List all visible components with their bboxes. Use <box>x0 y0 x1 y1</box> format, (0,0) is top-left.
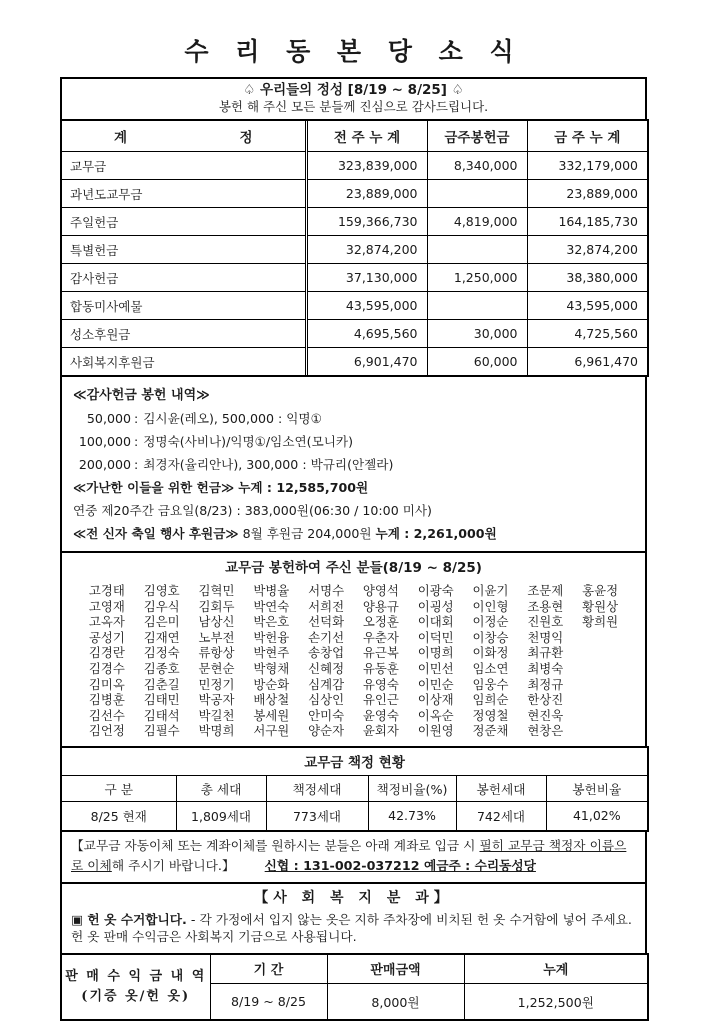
friday-mass-line: 연중 제20주간 금요일(8/23) : 383,000원(06:30 / 10:00 미사) <box>73 503 432 518</box>
contributor-name: 박연숙 <box>253 598 290 614</box>
assessment-val-offered-ratio: 41,02% <box>546 801 648 831</box>
thanks-colon: : <box>134 457 139 472</box>
contributor-name: 정준채 <box>472 723 509 739</box>
contributor-name <box>573 645 628 661</box>
offering-row-total: 164,185,730 <box>527 208 648 236</box>
offering-row <box>61 348 648 377</box>
thanks-colon: : <box>134 411 139 426</box>
offering-row-week: 60,000 <box>427 348 527 377</box>
contributor-name: 손기선 <box>308 629 345 645</box>
offering-table-body <box>61 152 648 377</box>
assessment-col-total-households: 총 세대 <box>176 775 266 801</box>
poor-fund-line <box>73 476 634 499</box>
welfare-section <box>60 882 647 955</box>
thanks-detail: 최경자(율리안나), 300,000 : 박규리(안젤라) <box>143 457 394 472</box>
contributor-name: 류항상 <box>198 645 235 661</box>
contributor-name: 신혜정 <box>308 660 345 676</box>
offering-header-subtitle: 봉헌 해 주신 모든 분들께 진심으로 감사드립니다. <box>218 99 489 114</box>
contributor-name: 이광숙 <box>417 583 454 598</box>
offering-row-name: 감사헌금 <box>61 264 306 292</box>
offering-row-week: 8,340,000 <box>427 152 527 180</box>
contributor-name: 심계감 <box>308 676 345 692</box>
contributor-name <box>573 630 628 646</box>
contributor-name: 황희원 <box>582 614 619 630</box>
assessment-val-gubun: 8/25 현재 <box>61 801 176 831</box>
contributor-name: 우춘자 <box>362 629 399 645</box>
offering-row-name: 주일헌금 <box>61 208 306 236</box>
assessment-val-total-households: 1,809세대 <box>176 801 266 831</box>
contributors-section <box>60 551 647 748</box>
contributor-name: 이대회 <box>417 614 454 630</box>
offering-header-title: ♤ 우리들의 정성 [8/19 ~ 8/25] ♤ <box>243 82 464 98</box>
sales-val-cumulative: 1,252,500원 <box>464 983 648 1020</box>
contributor-name: 서명수 <box>308 583 345 598</box>
contributor-name: 민정기 <box>198 676 235 692</box>
contributor-name: 조문제 <box>527 583 564 598</box>
contributor-name: 이인형 <box>472 598 509 614</box>
contributor-name: 김경수 <box>88 660 125 676</box>
contributor-name: 배상철 <box>253 692 290 708</box>
contributor-name: 최규환 <box>527 645 564 661</box>
sales-table <box>60 953 649 1021</box>
contributor-name: 이윤기 <box>472 583 509 598</box>
contributor-name: 이상재 <box>417 692 454 708</box>
contributor-name: 이민순 <box>417 676 454 692</box>
contributor-name: 진원호 <box>527 614 564 630</box>
offering-header-row <box>61 120 648 152</box>
offering-row-total: 332,179,000 <box>527 152 648 180</box>
contributors-grid <box>79 583 627 739</box>
offering-row-prev: 6,901,470 <box>306 348 427 377</box>
offering-row <box>61 264 648 292</box>
thanks-colon: : <box>134 434 139 449</box>
transfer-notice-text-after: 해 주시기 바랍니다.】 <box>111 857 235 873</box>
clothes-notice-line2: 헌 옷 판매 수익금은 사회복지 기금으로 사용됩니다. <box>71 929 357 945</box>
assessment-col-offered: 봉헌세대 <box>456 775 546 801</box>
contributor-name <box>573 708 628 724</box>
feast-fund-total: 누계 : 2,261,000원 <box>375 526 497 541</box>
contributor-name: 최병숙 <box>527 660 564 676</box>
sales-col-cumulative: 누계 <box>464 954 648 984</box>
thanks-detail: 김시윤(레오), 500,000 : 익명① <box>143 411 322 426</box>
contributor-name: 이원영 <box>417 723 454 739</box>
contributor-name <box>573 677 628 693</box>
contributor-name: 천명익 <box>527 629 564 645</box>
contributor-name: 현창은 <box>527 723 564 739</box>
offering-row-prev: 32,874,200 <box>306 236 427 264</box>
contributor-name: 박현주 <box>253 645 290 661</box>
contributor-name: 양용규 <box>362 598 399 614</box>
thanks-line <box>73 453 634 476</box>
offering-header <box>60 77 647 121</box>
feast-fund-title: ≪전 신자 축일 행사 후원금≫ <box>73 526 239 541</box>
contributor-name: 박헌융 <box>253 629 290 645</box>
contributor-name: 임희순 <box>472 692 509 708</box>
sales-label-line1: 판 매 수 익 금 내 역 <box>65 968 207 984</box>
welfare-text <box>62 910 645 953</box>
contributor-name: 박길천 <box>198 707 235 723</box>
offering-row-name: 과년도교무금 <box>61 180 306 208</box>
assessment-col-assessed-ratio: 책정비율(%) <box>368 775 456 801</box>
contributor-name: 김언정 <box>88 723 125 739</box>
contributor-name: 이화정 <box>472 645 509 661</box>
offering-row <box>61 152 648 180</box>
offering-row <box>61 180 648 208</box>
assessment-data-row <box>61 801 648 831</box>
offering-row <box>61 208 648 236</box>
assessment-col-gubun: 구 분 <box>61 775 176 801</box>
contributor-name: 현진욱 <box>527 707 564 723</box>
offering-col-total: 금 주 누 계 <box>527 120 648 152</box>
contributor-name <box>573 661 628 677</box>
contributor-name: 김종호 <box>143 660 180 676</box>
offering-row-prev: 37,130,000 <box>306 264 427 292</box>
contributor-name: 봉세원 <box>253 707 290 723</box>
contributor-name: 유근복 <box>362 645 399 661</box>
sales-val-amount: 8,000원 <box>327 983 464 1020</box>
thanks-amount: 100,000 <box>78 434 131 449</box>
contributor-name: 김경란 <box>88 645 125 661</box>
offering-row-prev: 159,366,730 <box>306 208 427 236</box>
assessment-val-assessed-ratio: 42.73% <box>368 801 456 831</box>
poor-fund-total: 누계 : 12,585,700원 <box>238 480 369 495</box>
contributor-name: 이민선 <box>417 660 454 676</box>
assessment-table <box>60 746 649 832</box>
contributor-name: 문현순 <box>198 660 235 676</box>
contributor-name: 김영호 <box>143 583 180 598</box>
clothes-notice-rest: - 각 가정에서 입지 않는 옷은 지하 주차장에 비치된 헌 옷 수거함에 넣어 주세요. <box>186 911 632 927</box>
contributor-name: 윤회자 <box>362 723 399 739</box>
assessment-val-assessed: 773세대 <box>266 801 368 831</box>
contributor-name: 박형채 <box>253 660 290 676</box>
contributor-name: 유인근 <box>362 692 399 708</box>
contributor-name: 정영철 <box>472 707 509 723</box>
bulletin-page <box>60 0 647 1021</box>
sales-col-period: 기 간 <box>210 954 327 984</box>
assessment-title-row <box>61 747 648 776</box>
contributor-name: 박병율 <box>253 583 290 598</box>
offering-row-total: 38,380,000 <box>527 264 648 292</box>
contributor-name: 심상인 <box>308 692 345 708</box>
offering-row-prev: 23,889,000 <box>306 180 427 208</box>
offering-row-week <box>427 236 527 264</box>
offering-col-account <box>61 120 306 152</box>
contributor-name: 선덕화 <box>308 614 345 630</box>
contributor-name: 고경태 <box>88 583 125 598</box>
transfer-notice-text: 【교무금 자동이체 또는 계좌이체를 원하시는 분들은 아래 계좌로 입금 시 <box>71 837 480 853</box>
contributor-name <box>573 723 628 739</box>
contributor-name: 고옥자 <box>88 614 125 630</box>
sales-col-amount: 판매금액 <box>327 954 464 984</box>
contributor-name: 김춘길 <box>143 676 180 692</box>
contributor-name: 송창업 <box>308 645 345 661</box>
offering-table <box>60 119 649 377</box>
contributor-name: 한상진 <box>527 692 564 708</box>
contributor-name: 이굉성 <box>417 598 454 614</box>
contributor-name: 고영재 <box>88 598 125 614</box>
welfare-title: 【사 회 복 지 분 과】 <box>254 889 453 906</box>
assessment-col-offered-ratio: 봉헌비율 <box>546 775 648 801</box>
clothes-notice-bold: ▣ 헌 옷 수거합니다. <box>71 911 187 927</box>
offering-row-total: 32,874,200 <box>527 236 648 264</box>
contributor-name: 임웅수 <box>472 676 509 692</box>
contributor-name: 이창승 <box>472 629 509 645</box>
offering-row-name: 합동미사예물 <box>61 292 306 320</box>
offering-row-total: 43,595,000 <box>527 292 648 320</box>
contributor-name: 김미옥 <box>88 676 125 692</box>
contributor-name: 박공자 <box>198 692 235 708</box>
bank-account-info: 신협 : 131-002-037212 예금주 : 수리동성당 <box>264 857 536 873</box>
assessment-header-row <box>61 775 648 801</box>
clothes-notice-line1 <box>71 911 636 929</box>
contributor-name: 황원상 <box>582 598 619 614</box>
offering-col-prev: 전 주 누 계 <box>306 120 427 152</box>
offering-row-total: 4,725,560 <box>527 320 648 348</box>
contributor-name: 이명희 <box>417 645 454 661</box>
contributors-title: 교무금 봉헌하여 주신 분들(8/19 ~ 8/25) <box>225 560 482 576</box>
offering-row-prev: 4,695,560 <box>306 320 427 348</box>
contributor-name: 이옥순 <box>417 707 454 723</box>
thanks-detail: 정명숙(사비나)/익명①/임소연(모니카) <box>143 434 353 449</box>
thanks-amount: 200,000 <box>78 457 131 472</box>
offering-row <box>61 236 648 264</box>
contributor-name: 방순화 <box>253 676 290 692</box>
feast-fund-line <box>73 522 634 545</box>
contributor-name: 박은호 <box>253 614 290 630</box>
contributor-name: 이덕민 <box>417 629 454 645</box>
contributor-name: 오정훈 <box>362 614 399 630</box>
contributor-name: 김태석 <box>143 707 180 723</box>
contributor-name: 서구원 <box>253 723 290 739</box>
contributor-name: 노부전 <box>198 629 235 645</box>
thanks-line <box>73 407 634 430</box>
offering-row-name: 사회복지후원금 <box>61 348 306 377</box>
offering-row-name: 특별헌금 <box>61 236 306 264</box>
offering-row-total: 23,889,000 <box>527 180 648 208</box>
contributor-name: 김태민 <box>143 692 180 708</box>
sales-val-period: 8/19 ~ 8/25 <box>210 983 327 1020</box>
offering-row-week: 1,250,000 <box>427 264 527 292</box>
sales-label-cell <box>61 954 210 1020</box>
contributor-name: 김병훈 <box>88 692 125 708</box>
poor-fund-title: ≪가난한 이들을 위한 헌금≫ <box>73 480 235 495</box>
contributor-name: 김은미 <box>143 614 180 630</box>
transfer-notice-underlined: 필히 교무금 책정자 이름으로 이체 <box>71 837 627 873</box>
contributor-name: 홍윤정 <box>582 583 619 598</box>
contributor-name: 최정규 <box>527 676 564 692</box>
transfer-notice <box>60 830 647 884</box>
contributor-name: 유영숙 <box>362 676 399 692</box>
assessment-title: 교무금 책정 현황 <box>61 747 648 776</box>
offering-row-week: 4,819,000 <box>427 208 527 236</box>
offering-col-week: 금주봉헌금 <box>427 120 527 152</box>
contributor-name: 김혁민 <box>198 583 235 598</box>
page-title: 수 리 동 본 당 소 식 <box>184 37 523 66</box>
assessment-val-offered: 742세대 <box>456 801 546 831</box>
offering-row <box>61 292 648 320</box>
offering-row-name: 교무금 <box>61 152 306 180</box>
offering-row-week <box>427 292 527 320</box>
sales-label-line2: (기증 옷/헌 옷) <box>81 988 191 1004</box>
contributor-name: 서희전 <box>308 598 345 614</box>
contributor-name: 이정순 <box>472 614 509 630</box>
contributor-name: 김필수 <box>143 723 180 739</box>
contributor-name: 남상신 <box>198 614 235 630</box>
offering-row-week: 30,000 <box>427 320 527 348</box>
offering-row-week <box>427 180 527 208</box>
contributor-name: 양순자 <box>308 723 345 739</box>
contributor-name <box>573 692 628 708</box>
contributor-name: 양영석 <box>362 583 399 598</box>
sales-header-row <box>61 954 648 984</box>
thanks-title: ≪감사헌금 봉헌 내역≫ <box>73 388 210 403</box>
contributor-name: 김선수 <box>88 707 125 723</box>
contributor-name: 유동훈 <box>362 660 399 676</box>
thanks-section <box>60 375 647 553</box>
offering-row-prev: 43,595,000 <box>306 292 427 320</box>
offering-row <box>61 320 648 348</box>
contributor-name: 김정숙 <box>143 645 180 661</box>
offering-row-total: 6,961,470 <box>527 348 648 377</box>
contributor-name: 김재연 <box>143 629 180 645</box>
thanks-amount: 50,000 <box>86 411 131 426</box>
contributor-name: 임소연 <box>472 660 509 676</box>
contributor-name: 김우식 <box>143 598 180 614</box>
feast-fund-body: 8월 후원금 204,000원 <box>242 526 372 541</box>
offering-col-account-left: 계 <box>114 130 128 146</box>
offering-row-prev: 323,839,000 <box>306 152 427 180</box>
assessment-col-assessed: 책정세대 <box>266 775 368 801</box>
offering-col-account-right: 정 <box>239 130 253 146</box>
contributor-name: 박명희 <box>198 723 235 739</box>
contributor-name: 윤영숙 <box>362 707 399 723</box>
contributor-name: 안미숙 <box>308 707 345 723</box>
offering-row-name: 성소후원금 <box>61 320 306 348</box>
contributor-name: 김회두 <box>198 598 235 614</box>
contributor-name: 공성기 <box>88 629 125 645</box>
contributor-name: 조용현 <box>527 598 564 614</box>
thanks-line <box>73 430 634 453</box>
